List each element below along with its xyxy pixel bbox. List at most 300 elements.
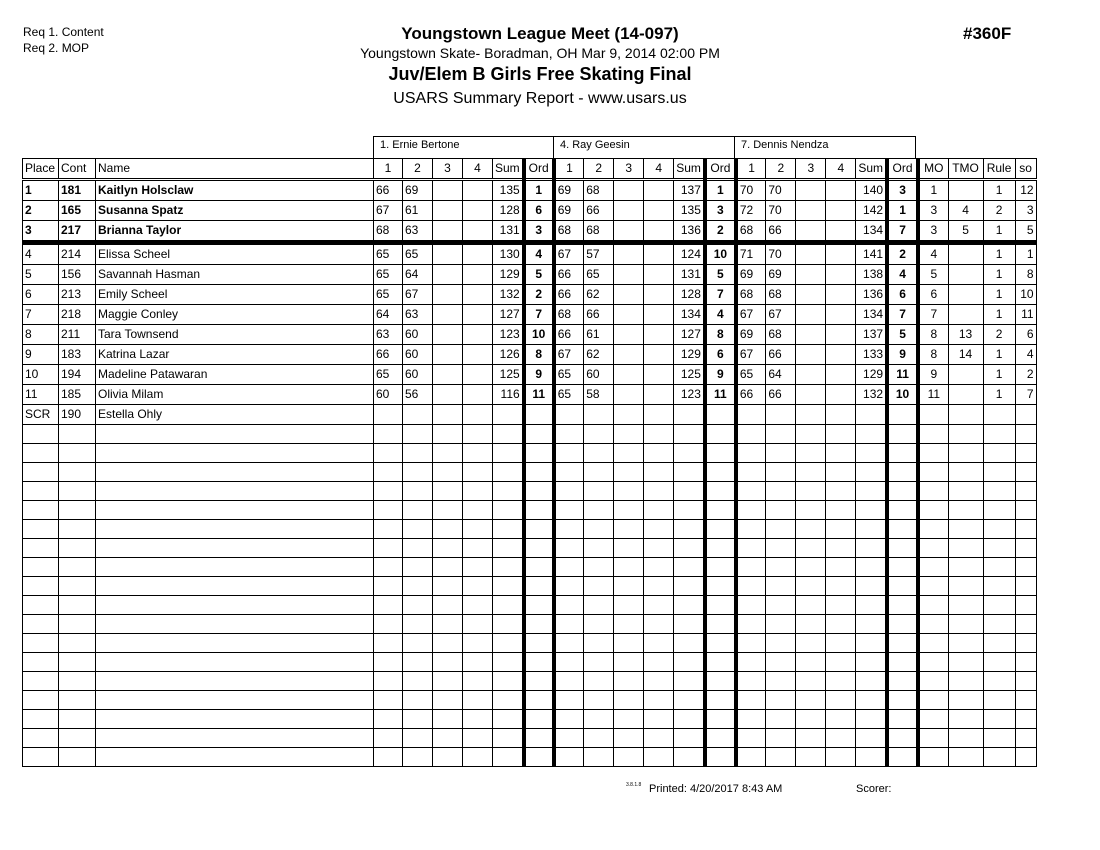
empty-cell: [826, 653, 856, 672]
empty-cell: [614, 653, 644, 672]
place-cell: 10: [23, 365, 59, 385]
empty-cell: [796, 710, 826, 729]
so-cell: 1: [1015, 243, 1036, 265]
score-2-cell: [584, 405, 614, 425]
cont-cell: 213: [59, 285, 96, 305]
empty-row: [23, 691, 1037, 710]
empty-cell: [705, 748, 736, 767]
sum-cell: 132: [493, 285, 524, 305]
empty-cell: [796, 425, 826, 444]
empty-cell: [674, 558, 705, 577]
rule-cell: 1: [983, 365, 1015, 385]
empty-cell: [493, 425, 524, 444]
score-1-cell: 67: [736, 345, 766, 365]
empty-cell: [584, 539, 614, 558]
place-cell: SCR: [23, 405, 59, 425]
rule-cell: 1: [983, 265, 1015, 285]
empty-cell: [766, 501, 796, 520]
empty-cell: [887, 748, 918, 767]
empty-cell: [887, 729, 918, 748]
empty-cell: [983, 653, 1015, 672]
score-1-cell: 66: [736, 385, 766, 405]
empty-cell: [766, 482, 796, 501]
empty-cell: [766, 539, 796, 558]
empty-cell: [463, 653, 493, 672]
empty-cell: [983, 444, 1015, 463]
tmo-cell: [948, 265, 983, 285]
empty-cell: [796, 577, 826, 596]
score-4-cell: [644, 265, 674, 285]
rule-cell: 2: [983, 201, 1015, 221]
name-cell: Maggie Conley: [96, 305, 374, 325]
place-cell: 1: [23, 180, 59, 201]
rule-cell: 1: [983, 243, 1015, 265]
software-version: 3.8.1.8: [626, 782, 642, 788]
empty-cell: [584, 463, 614, 482]
empty-cell: [59, 444, 96, 463]
empty-cell: [23, 577, 59, 596]
empty-cell: [403, 596, 433, 615]
empty-cell: [433, 615, 463, 634]
score-4-cell: [644, 221, 674, 243]
empty-cell: [614, 558, 644, 577]
empty-cell: [524, 691, 554, 710]
sum-cell: 134: [674, 305, 705, 325]
empty-cell: [705, 691, 736, 710]
empty-cell: [584, 558, 614, 577]
empty-cell: [433, 691, 463, 710]
col-j2-s3: 3: [614, 159, 644, 180]
empty-cell: [433, 596, 463, 615]
empty-cell: [23, 672, 59, 691]
empty-cell: [796, 520, 826, 539]
empty-cell: [766, 444, 796, 463]
empty-cell: [433, 425, 463, 444]
ordinal-cell: 3: [705, 201, 736, 221]
table-row: [23, 285, 1037, 305]
empty-cell: [23, 463, 59, 482]
empty-cell: [96, 558, 374, 577]
empty-cell: [796, 672, 826, 691]
sum-cell: 128: [674, 285, 705, 305]
event-title: Juv/Elem B Girls Free Skating Final: [388, 64, 692, 84]
score-2-cell: 66: [766, 345, 796, 365]
so-cell: 6: [1015, 325, 1036, 345]
empty-cell: [887, 672, 918, 691]
score-2-cell: [766, 405, 796, 425]
empty-cell: [918, 748, 948, 767]
col-mo: MO: [918, 159, 948, 180]
empty-cell: [403, 558, 433, 577]
table-row: [23, 265, 1037, 285]
col-j1-s1: 1: [374, 159, 403, 180]
empty-cell: [1015, 672, 1036, 691]
score-4-cell: [463, 325, 493, 345]
ordinal-cell: 10: [705, 243, 736, 265]
name-cell: Katrina Lazar: [96, 345, 374, 365]
mo-cell: 4: [918, 243, 948, 265]
empty-row: [23, 615, 1037, 634]
ordinal-cell: 11: [705, 385, 736, 405]
empty-cell: [584, 748, 614, 767]
empty-cell: [948, 501, 983, 520]
empty-cell: [796, 558, 826, 577]
empty-cell: [23, 425, 59, 444]
empty-cell: [614, 615, 644, 634]
ordinal-cell: 6: [524, 201, 554, 221]
empty-row: [23, 520, 1037, 539]
empty-row: [23, 539, 1037, 558]
empty-cell: [856, 691, 887, 710]
score-2-cell: 60: [584, 365, 614, 385]
header-row: [23, 159, 1037, 180]
empty-cell: [856, 615, 887, 634]
score-2-cell: 58: [584, 385, 614, 405]
empty-cell: [674, 748, 705, 767]
empty-cell: [674, 501, 705, 520]
empty-cell: [796, 444, 826, 463]
name-cell: Estella Ohly: [96, 405, 374, 425]
empty-cell: [796, 596, 826, 615]
empty-cell: [796, 539, 826, 558]
empty-cell: [887, 577, 918, 596]
empty-cell: [644, 653, 674, 672]
score-2-cell: 70: [766, 201, 796, 221]
empty-cell: [23, 729, 59, 748]
sum-cell: 116: [493, 385, 524, 405]
name-cell: Tara Townsend: [96, 325, 374, 345]
empty-cell: [59, 425, 96, 444]
score-2-cell: 63: [403, 305, 433, 325]
sum-cell: 131: [674, 265, 705, 285]
empty-cell: [736, 425, 766, 444]
empty-cell: [96, 653, 374, 672]
empty-row: [23, 463, 1037, 482]
empty-cell: [554, 596, 584, 615]
empty-cell: [23, 558, 59, 577]
score-4-cell: [644, 385, 674, 405]
empty-cell: [1015, 691, 1036, 710]
empty-cell: [983, 463, 1015, 482]
empty-cell: [614, 729, 644, 748]
empty-cell: [736, 444, 766, 463]
rule-cell: 1: [983, 285, 1015, 305]
empty-cell: [59, 577, 96, 596]
empty-cell: [554, 577, 584, 596]
empty-cell: [887, 501, 918, 520]
empty-cell: [705, 482, 736, 501]
empty-cell: [614, 482, 644, 501]
score-2-cell: 67: [403, 285, 433, 305]
empty-cell: [403, 710, 433, 729]
name-cell: Savannah Hasman: [96, 265, 374, 285]
empty-cell: [524, 672, 554, 691]
empty-cell: [433, 577, 463, 596]
score-2-cell: 57: [584, 243, 614, 265]
cont-cell: 183: [59, 345, 96, 365]
empty-cell: [374, 634, 403, 653]
score-4-cell: [826, 345, 856, 365]
ordinal-cell: 2: [705, 221, 736, 243]
empty-cell: [736, 463, 766, 482]
empty-cell: [736, 596, 766, 615]
empty-cell: [96, 596, 374, 615]
name-cell: Brianna Taylor: [96, 221, 374, 243]
empty-cell: [374, 482, 403, 501]
empty-cell: [374, 463, 403, 482]
col-j1-s4: 4: [463, 159, 493, 180]
empty-cell: [766, 463, 796, 482]
empty-cell: [796, 463, 826, 482]
empty-cell: [644, 615, 674, 634]
ordinal-cell: 8: [705, 325, 736, 345]
score-4-cell: [644, 405, 674, 425]
empty-cell: [736, 520, 766, 539]
empty-cell: [493, 539, 524, 558]
empty-cell: [674, 463, 705, 482]
place-cell: 2: [23, 201, 59, 221]
empty-cell: [856, 634, 887, 653]
score-2-cell: 62: [584, 345, 614, 365]
empty-cell: [463, 482, 493, 501]
empty-cell: [826, 539, 856, 558]
score-1-cell: 69: [554, 180, 584, 201]
score-3-cell: [433, 305, 463, 325]
score-3-cell: [796, 265, 826, 285]
empty-cell: [674, 672, 705, 691]
col-j1-s2: 2: [403, 159, 433, 180]
empty-cell: [826, 520, 856, 539]
score-2-cell: 65: [584, 265, 614, 285]
empty-cell: [96, 501, 374, 520]
empty-cell: [96, 729, 374, 748]
empty-row: [23, 653, 1037, 672]
empty-cell: [463, 539, 493, 558]
judge-1-header: 1. Ernie Bertone: [373, 136, 554, 158]
empty-cell: [1015, 596, 1036, 615]
score-3-cell: [796, 345, 826, 365]
empty-cell: [524, 748, 554, 767]
results-table: [22, 158, 1037, 767]
score-1-cell: 65: [554, 365, 584, 385]
score-2-cell: 61: [403, 201, 433, 221]
score-1-cell: 67: [554, 243, 584, 265]
empty-cell: [59, 729, 96, 748]
empty-cell: [918, 634, 948, 653]
empty-cell: [826, 596, 856, 615]
col-j3-s2: 2: [766, 159, 796, 180]
empty-cell: [524, 634, 554, 653]
empty-cell: [887, 634, 918, 653]
col-j2-s2: 2: [584, 159, 614, 180]
sum-cell: [856, 405, 887, 425]
score-4-cell: [644, 243, 674, 265]
empty-cell: [59, 634, 96, 653]
empty-cell: [493, 729, 524, 748]
empty-cell: [705, 539, 736, 558]
empty-cell: [766, 425, 796, 444]
empty-cell: [23, 691, 59, 710]
empty-cell: [918, 539, 948, 558]
empty-cell: [796, 634, 826, 653]
meet-title: Youngstown League Meet (14-097): [401, 24, 679, 43]
score-2-cell: 64: [403, 265, 433, 285]
empty-cell: [948, 672, 983, 691]
empty-cell: [1015, 444, 1036, 463]
empty-cell: [403, 444, 433, 463]
cont-cell: 190: [59, 405, 96, 425]
rule-cell: 1: [983, 221, 1015, 243]
score-1-cell: 68: [374, 221, 403, 243]
judge-3-header: 7. Dennis Nendza: [734, 136, 916, 158]
empty-cell: [705, 729, 736, 748]
empty-row: [23, 482, 1037, 501]
empty-cell: [1015, 634, 1036, 653]
score-2-cell: 68: [766, 285, 796, 305]
empty-cell: [983, 729, 1015, 748]
score-1-cell: [554, 405, 584, 425]
empty-cell: [826, 748, 856, 767]
empty-cell: [23, 615, 59, 634]
empty-cell: [23, 596, 59, 615]
tmo-cell: [948, 365, 983, 385]
empty-cell: [948, 710, 983, 729]
empty-cell: [463, 634, 493, 653]
empty-cell: [674, 691, 705, 710]
mo-cell: 8: [918, 345, 948, 365]
score-2-cell: 69: [403, 180, 433, 201]
empty-cell: [584, 653, 614, 672]
score-1-cell: 67: [554, 345, 584, 365]
ordinal-cell: 3: [524, 221, 554, 243]
col-j1-sum: Sum: [493, 159, 524, 180]
score-2-cell: 70: [766, 243, 796, 265]
score-1-cell: 69: [736, 265, 766, 285]
empty-cell: [674, 520, 705, 539]
empty-cell: [918, 596, 948, 615]
venue-line: Youngstown Skate- Boradman, OH Mar 9, 2014 02:00 PM: [360, 45, 720, 61]
table-row: [23, 201, 1037, 221]
ordinal-cell: 5: [887, 325, 918, 345]
empty-cell: [644, 596, 674, 615]
empty-cell: [374, 444, 403, 463]
empty-cell: [374, 539, 403, 558]
empty-cell: [766, 634, 796, 653]
ordinal-cell: 3: [887, 180, 918, 201]
col-j2-ord: Ord: [705, 159, 736, 180]
empty-cell: [403, 653, 433, 672]
empty-cell: [403, 501, 433, 520]
score-3-cell: [796, 285, 826, 305]
score-2-cell: 65: [403, 243, 433, 265]
empty-cell: [433, 482, 463, 501]
empty-cell: [433, 558, 463, 577]
empty-cell: [493, 596, 524, 615]
score-3-cell: [614, 285, 644, 305]
empty-cell: [705, 520, 736, 539]
ordinal-cell: 10: [887, 385, 918, 405]
empty-cell: [584, 634, 614, 653]
empty-cell: [614, 463, 644, 482]
sum-cell: 136: [674, 221, 705, 243]
empty-cell: [584, 425, 614, 444]
name-cell: Kaitlyn Holsclaw: [96, 180, 374, 201]
mo-cell: 1: [918, 180, 948, 201]
sum-cell: 123: [674, 385, 705, 405]
empty-cell: [856, 463, 887, 482]
empty-cell: [433, 463, 463, 482]
empty-cell: [918, 482, 948, 501]
empty-cell: [948, 444, 983, 463]
empty-cell: [705, 634, 736, 653]
sum-cell: 127: [493, 305, 524, 325]
empty-cell: [59, 501, 96, 520]
score-1-cell: 65: [374, 265, 403, 285]
score-3-cell: [796, 385, 826, 405]
scorer-label: Scorer:: [856, 783, 892, 795]
score-2-cell: 62: [584, 285, 614, 305]
so-cell: 5: [1015, 221, 1036, 243]
empty-cell: [736, 691, 766, 710]
so-cell: 11: [1015, 305, 1036, 325]
table-row: [23, 305, 1037, 325]
empty-cell: [766, 615, 796, 634]
empty-cell: [644, 729, 674, 748]
empty-cell: [826, 425, 856, 444]
empty-cell: [614, 672, 644, 691]
score-2-cell: 56: [403, 385, 433, 405]
empty-cell: [918, 691, 948, 710]
score-3-cell: [433, 325, 463, 345]
empty-cell: [403, 672, 433, 691]
empty-cell: [918, 729, 948, 748]
score-1-cell: 72: [736, 201, 766, 221]
empty-cell: [918, 577, 948, 596]
empty-cell: [59, 596, 96, 615]
score-3-cell: [614, 305, 644, 325]
empty-cell: [59, 463, 96, 482]
empty-cell: [674, 539, 705, 558]
score-4-cell: [644, 285, 674, 305]
score-2-cell: 60: [403, 365, 433, 385]
empty-cell: [766, 596, 796, 615]
sum-cell: 138: [856, 265, 887, 285]
requirement-1: Req 1. Content: [23, 25, 104, 39]
empty-cell: [463, 577, 493, 596]
ordinal-cell: 6: [887, 285, 918, 305]
score-4-cell: [463, 365, 493, 385]
col-j1-ord: Ord: [524, 159, 554, 180]
score-1-cell: 69: [554, 201, 584, 221]
score-1-cell: 63: [374, 325, 403, 345]
so-cell: 7: [1015, 385, 1036, 405]
empty-cell: [374, 653, 403, 672]
score-4-cell: [463, 201, 493, 221]
empty-cell: [554, 520, 584, 539]
ordinal-cell: [887, 405, 918, 425]
score-4-cell: [826, 265, 856, 285]
requirement-2: Req 2. MOP: [23, 41, 90, 55]
empty-cell: [856, 539, 887, 558]
empty-cell: [644, 482, 674, 501]
empty-cell: [524, 463, 554, 482]
empty-cell: [23, 710, 59, 729]
score-2-cell: 67: [766, 305, 796, 325]
empty-cell: [463, 615, 493, 634]
mo-cell: [918, 405, 948, 425]
empty-cell: [524, 520, 554, 539]
ordinal-cell: 11: [524, 385, 554, 405]
